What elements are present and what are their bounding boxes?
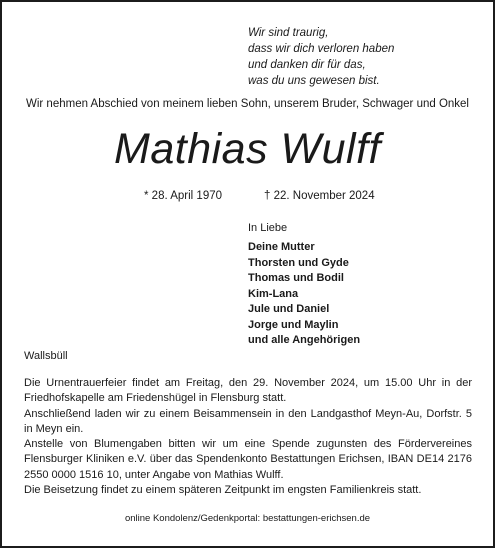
ceremony-details [24,376,472,498]
place-name: Wallsbüll [24,350,68,362]
mourner: Thomas und Bodil [248,272,344,284]
condolence-portal-link[interactable]: online Kondolenz/Gedenkportal: bestattungen-erichsen.de [124,513,371,524]
mourners-list [248,240,360,349]
quote-line: und danken dir für das, [248,59,366,71]
ceremony-paragraph: Die Urnentrauerfeier findet am Freitag, den 29. November 2024, um 15.00 Uhr in der Friedhofskapelle am Friedenshügel in Flensburg statt. [24,377,472,405]
mourner: Jorge und Maylin [248,318,339,331]
mourner: Deine Mutter [248,241,315,253]
death-date: † 22. November 2024 [264,190,375,202]
mourner: Jule und Daniel [248,303,330,315]
quote-line: Wir sind traurig, [248,27,329,39]
in-love-label: In Liebe [248,222,288,234]
deceased-name: Mathias Wulff [114,125,381,173]
mourner: und alle Angehörigen [248,334,361,346]
mourner: Kim-Lana [248,287,299,300]
donation-paragraph: Anstelle von Blumengaben bitten wir um eine Spende zugunsten des Fördervereines Flensburger Kliniken e.V. über das Spendenkonto Bestattungen Erichsen, IBAN DE14 2176 2550 0000 1516 10, unter Angabe von Mathias Wulff. [24,438,472,481]
birth-date: * 28. April 1970 [144,190,223,202]
quote-line: was du uns gewesen bist. [248,75,380,87]
memorial-quote [248,25,394,89]
gathering-paragraph: Anschließend laden wir zu einem Beisammensein in den Landgasthof Meyn-Au, Dorfstr. 5 in Meyn ein. [24,407,472,435]
farewell-intro: Wir nehmen Abschied von meinem lieben Sohn, unserem Bruder, Schwager und Onkel [26,98,469,110]
quote-line: dass wir dich verloren haben [248,43,395,55]
mourner: Thorsten und Gyde [248,256,349,269]
burial-paragraph: Die Beisetzung findet zu einem späteren Zeitpunkt im engsten Familienkreis statt. [24,484,422,497]
